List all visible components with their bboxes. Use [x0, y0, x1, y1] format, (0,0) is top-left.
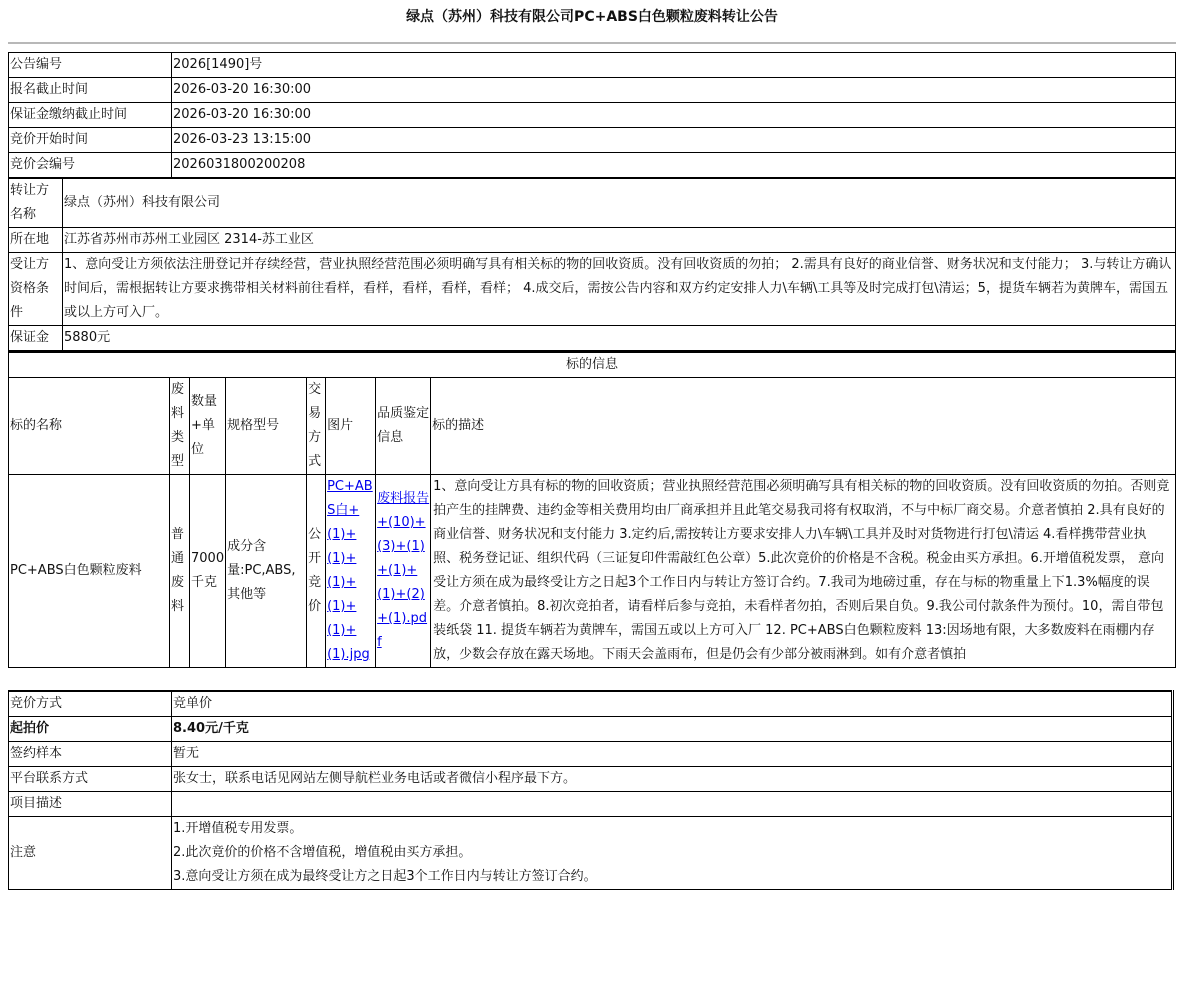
table-row [9, 792, 1173, 817]
item-spec: 成分含量:PC,ABS,其他等 [226, 475, 307, 668]
col-header-quality: 品质鉴定信息 [376, 378, 431, 475]
table-row [9, 128, 1176, 153]
contact-label: 平台联系方式 [9, 767, 172, 792]
project-desc-value [172, 792, 1173, 817]
notes-label: 注意 [9, 817, 172, 890]
title-divider [8, 42, 1176, 44]
contract-sample-value: 暂无 [172, 742, 1173, 767]
transferor-table [8, 177, 1176, 351]
image-file-link[interactable]: PC+ABS白+(1)+(1)+(1)+(1)+(1)+(1).jpg [327, 479, 373, 662]
table-row [9, 742, 1173, 767]
deposit-label: 保证金 [9, 326, 63, 351]
qualification-value: 1、意向受让方须依法注册登记并存续经营，营业执照经营范围必须明确写具有相关标的物的回收资质。没有回收资质的勿拍； 2.需具有良好的商业信誉、财务状况和支付能力； 3.与转让方确认时间后，需根据转让方要求携带相关材料前往看样，看样，看样，看样，看样； 4.成交后，需按公告内容和双方约定安排人力\车辆\工具等及时完成打包\清运；5，提货车辆若为黄牌车，需国五或以上方可入厂。 [63, 253, 1176, 326]
announcement-no-label: 公告编号 [9, 53, 172, 78]
basic-info-table [8, 52, 1176, 178]
transferor-name-value: 绿点（苏州）科技有限公司 [63, 178, 1176, 228]
table-header-row [9, 378, 1176, 475]
col-header-trade-mode: 交易方式 [307, 378, 326, 475]
table-row [9, 352, 1176, 378]
deposit-value: 5880元 [63, 326, 1176, 351]
bidding-start-value: 2026-03-23 13:15:00 [172, 128, 1176, 153]
col-header-spec: 规格型号 [226, 378, 307, 475]
note-item: 1.开增值税专用发票。 [173, 821, 303, 836]
bid-method-label: 竞价方式 [9, 691, 172, 717]
contact-value: 张女士，联系电话见网站左侧导航栏业务电话或者微信小程序最下方。 [172, 767, 1173, 792]
item-name: PC+ABS白色颗粒废料 [9, 475, 170, 668]
start-price-label: 起拍价 [9, 717, 172, 742]
table-row [9, 767, 1173, 792]
table-row [9, 103, 1176, 128]
items-table [8, 351, 1176, 668]
bidding-start-label: 竞价开始时间 [9, 128, 172, 153]
page-title: 绿点（苏州）科技有限公司PC+ABS白色颗粒废料转让公告 [406, 9, 778, 25]
qualification-label: 受让方资格条件 [9, 253, 63, 326]
auction-no-label: 竞价会编号 [9, 153, 172, 178]
location-value: 江苏省苏州市苏州工业园区 2314-苏工业区 [63, 228, 1176, 253]
table-row [9, 253, 1176, 326]
item-description: 1、意向受让方具有标的物的回收资质；营业执照经营范围必须明确写具有相关标的物的回收资质。没有回收资质的勿拍。否则竟拍产生的挂牌费、违约金等相关费用均由厂商承担并且此笔交易我司将有权取消，不与中标厂商交易。介意者慎拍 2.具有良好的商业信誉、财务状况和支付能力 3.定约后,需按转让方要求安排人力\车辆\工具并及时对货物进行打包\清运 4.看样携带营业执照、税务登记证、组织代码（三证复印件需敲红色公章）5.此次竟价的价格是不含税。税金由买方承担。6.开增值税发票， 意向受让方须在成为最终受让方之日起3个工作日内与转让方签订合约。7.我司为地磅过重，存在与标的物重量上下1.3%幅度的误差。介意者慎拍。8.初次竞拍者，请看样后参与竞拍，未看样者勿拍，否则后果自负。9.我公司付款条件为预付。10，需自带包装纸袋 11. 提货车辆若为黄牌车，需国五或以上方可入厂 12. PC+ABS白色颗粒废料 13:因场地有限，大多数废料在雨棚内存放，少数会存放在露天场地。下雨天会盖雨布，但是仍会有少部分被雨淋到。如有介意者慎拍 [431, 475, 1176, 668]
location-label: 所在地 [9, 228, 63, 253]
table-row [9, 53, 1176, 78]
note-item: 2.此次竟价的价格不含增值税，增值税由买方承担。 [173, 845, 472, 860]
table-row [9, 475, 1176, 668]
table-row [9, 228, 1176, 253]
notes-value [172, 817, 1173, 890]
table-row [9, 326, 1176, 351]
registration-deadline-value: 2026-03-20 16:30:00 [172, 78, 1176, 103]
transferor-name-label: 转让方名称 [9, 178, 63, 228]
bidding-table [8, 690, 1174, 890]
auction-no-value: 2026031800200208 [172, 153, 1176, 178]
col-header-waste-type: 废料类型 [170, 378, 190, 475]
table-row [9, 153, 1176, 178]
quality-report-link[interactable]: 废料报告+(10)+(3)+(1)+(1)+(1)+(2)+(1).pdf [377, 491, 430, 650]
project-desc-label: 项目描述 [9, 792, 172, 817]
announcement-no-value: 2026[1490]号 [172, 53, 1176, 78]
items-section-title: 标的信息 [9, 352, 1176, 378]
start-price-value: 8.40元/千克 [172, 717, 1173, 742]
note-item: 3.意向受让方须在成为最终受让方之日起3个工作日内与转让方签订合约。 [173, 869, 597, 884]
col-header-description: 标的描述 [431, 378, 1176, 475]
bid-method-value: 竞单价 [172, 691, 1173, 717]
contract-sample-label: 签约样本 [9, 742, 172, 767]
item-waste-type: 普通废料 [170, 475, 190, 668]
registration-deadline-label: 报名截止时间 [9, 78, 172, 103]
table-row [9, 717, 1173, 742]
table-row [9, 178, 1176, 228]
table-row [9, 817, 1173, 890]
item-trade-mode: 公开竞价 [307, 475, 326, 668]
item-quantity: 7000千克 [190, 475, 226, 668]
col-header-name: 标的名称 [9, 378, 170, 475]
col-header-image: 图片 [326, 378, 376, 475]
deposit-deadline-value: 2026-03-20 16:30:00 [172, 103, 1176, 128]
deposit-deadline-label: 保证金缴纳截止时间 [9, 103, 172, 128]
table-row [9, 691, 1173, 717]
table-row [9, 78, 1176, 103]
col-header-quantity: 数量+单位 [190, 378, 226, 475]
